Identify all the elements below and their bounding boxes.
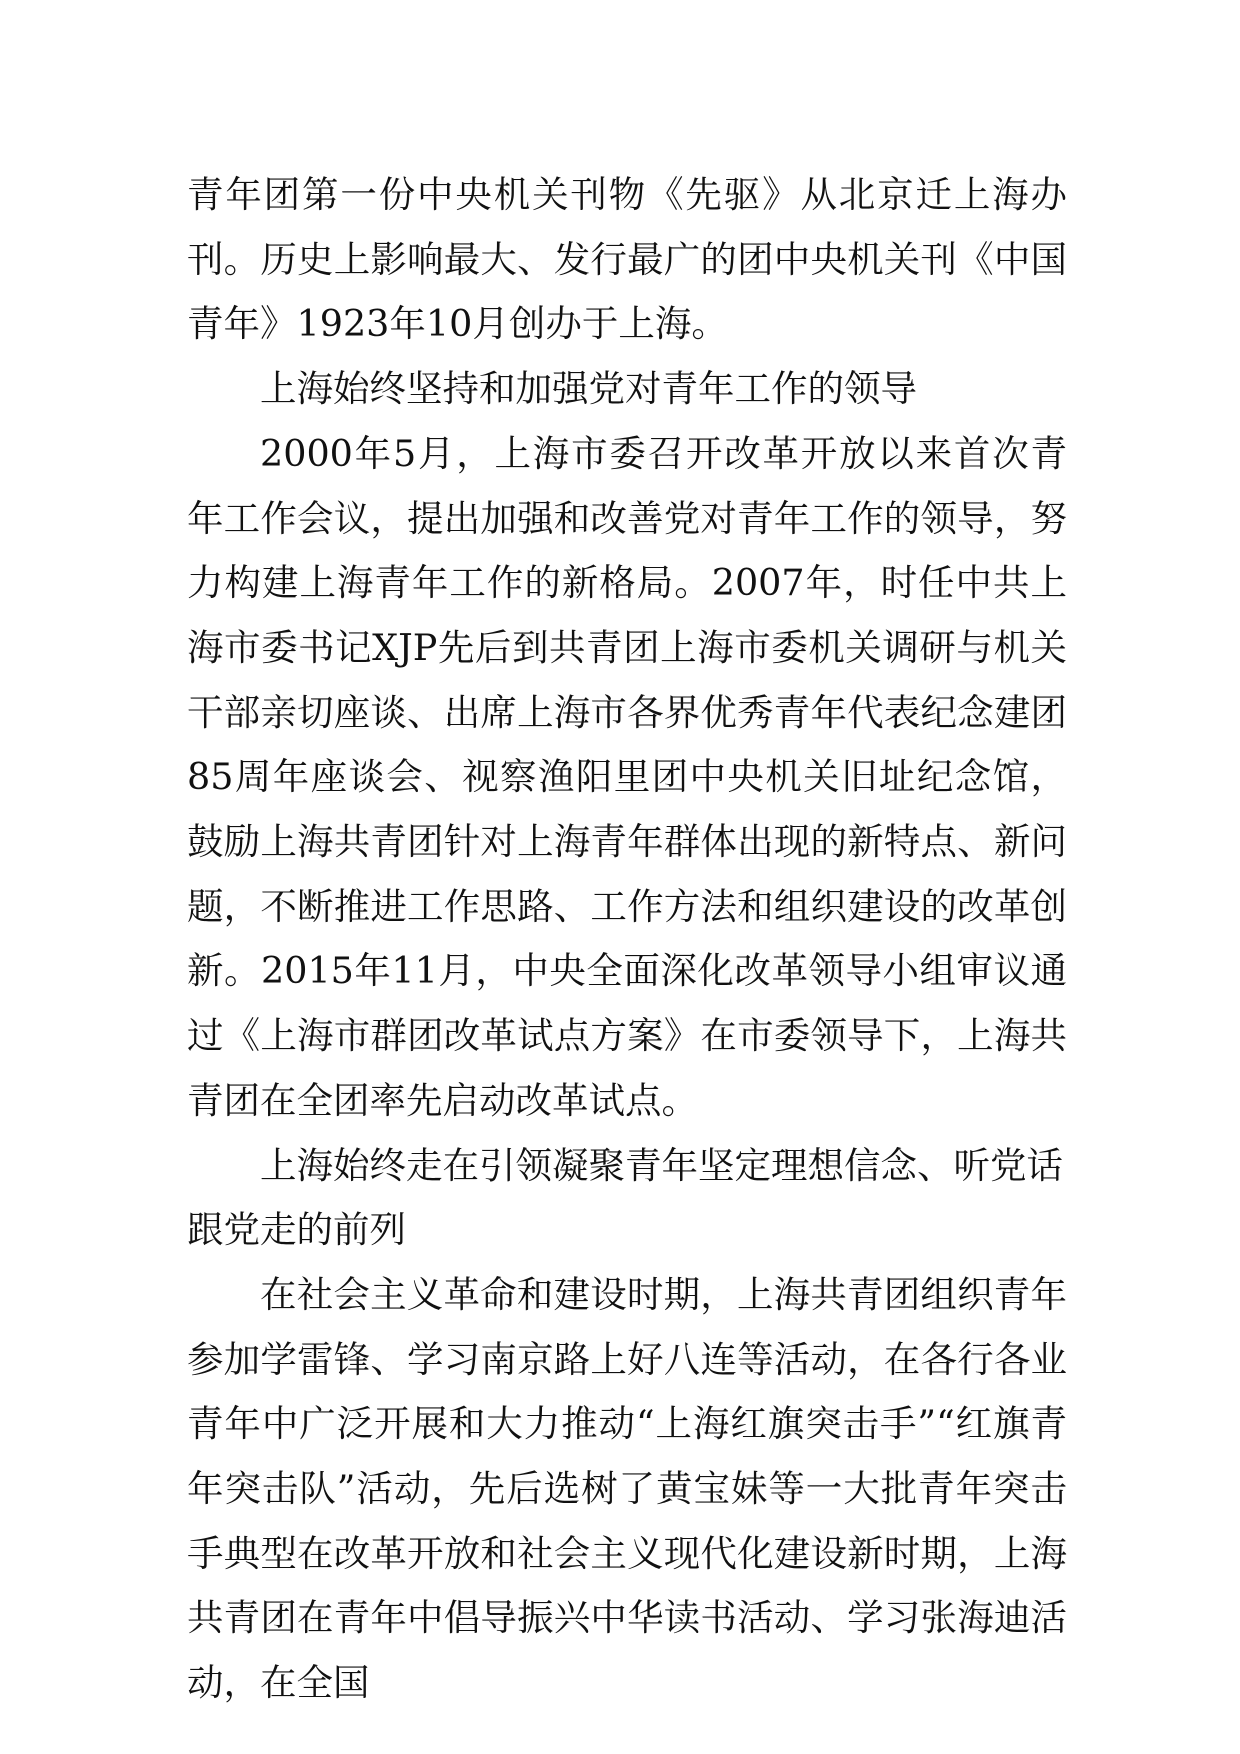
- section-heading-party-leadership: 上海始终坚持和加强党对青年工作的领导: [260, 367, 917, 411]
- document-body: [187, 163, 1067, 1716]
- paragraph-continuation: 青年团第一份中央机关刊物《先驱》从北京迁上海办刊。历史上影响最大、发行最广的团中央机关刊《中国青年》1923年10月创办于上海。: [187, 173, 1067, 346]
- paragraph-body: 在社会主义革命和建设时期，上海共青团组织青年参加学雷锋、学习南京路上好八连等活动，在各行各业青年中广泛开展和大力推动“上海红旗突击手”“红旗青年突击队”活动，先后选树了黄宝妹等一大批青年突击手典型在改革开放和社会主义现代化建设新时期，上海共青团在青年中倡导振兴中华读书活动、学习张海迪活动，在全国: [187, 1272, 1067, 1705]
- section-heading-ideals-belief: 上海始终走在引领凝聚青年坚定理想信念、听党话跟党走的前列: [187, 1143, 1063, 1252]
- paragraph-body: 2000年5月，上海市委召开改革开放以来首次青年工作会议，提出加强和改善党对青年工作的领导，努力构建上海青年工作的新格局。2007年，时任中共上海市委书记XJP先后到共青团上海市委机关调研与机关干部亲切座谈、出席上海市各界优秀青年代表纪念建团85周年座谈会、视察渔阳里团中央机关旧址纪念馆，鼓励上海共青团针对上海青年群体出现的新特点、新问题，不断推进工作思路、工作方法和组织建设的改革创新。2015年11月，中央全面深化改革领导小组审议通过《上海市群团改革试点方案》在市委领导下，上海共青团在全团率先启动改革试点。: [187, 431, 1067, 1122]
